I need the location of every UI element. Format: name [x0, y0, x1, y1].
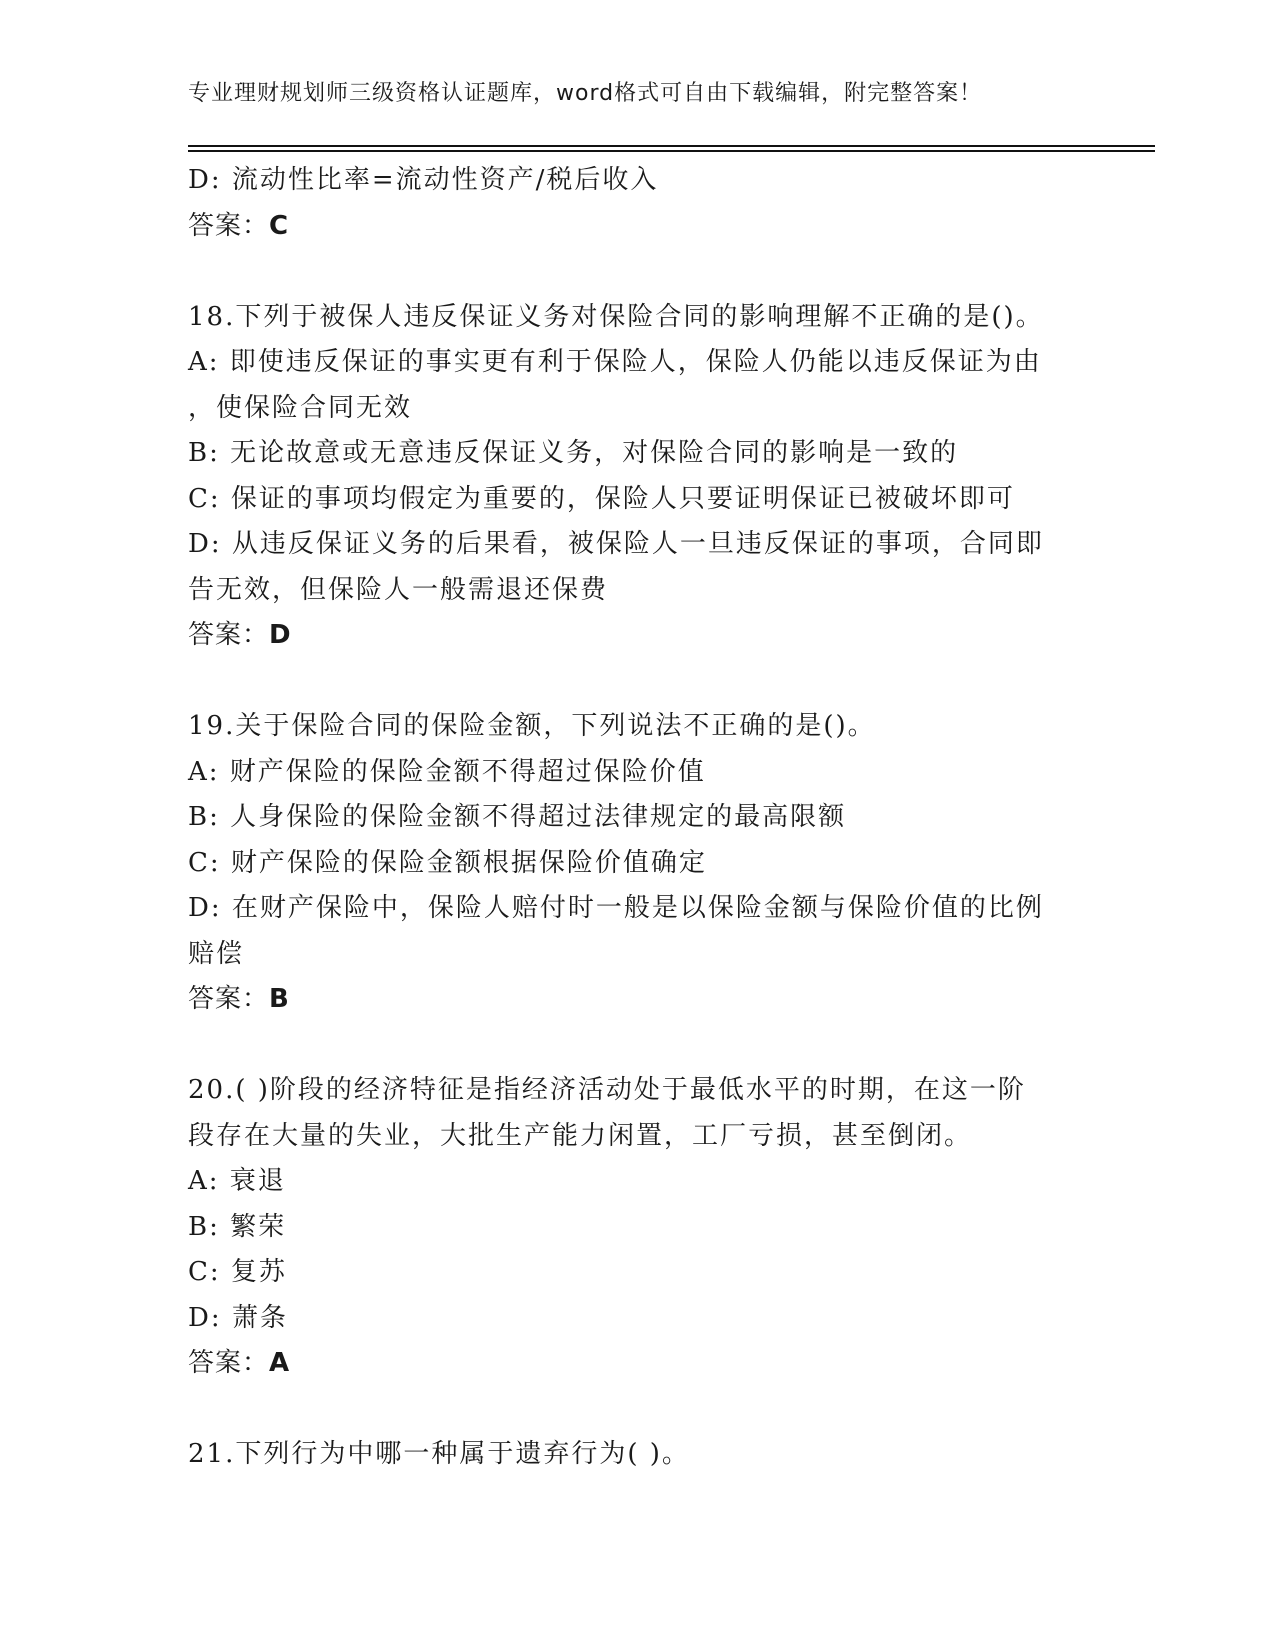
answer-label: 答案： [188, 210, 270, 241]
q19-option-c: C: 财产保险的保险金额根据保险价值确定 [188, 847, 707, 878]
header-rule-bottom [188, 150, 1155, 152]
q18-answer [188, 613, 1088, 659]
question-content [188, 158, 1088, 1478]
q19-option-d-cont: 赔偿 [188, 938, 245, 969]
q20-stem: 20.( )阶段的经济特征是指经济活动处于最低水平的时期，在这一阶 [188, 1075, 1026, 1105]
answer-label: 答案： [188, 1348, 270, 1378]
q18-stem: 18.下列于被保人违反保证义务对保险合同的影响理解不正确的是()。 [188, 301, 1044, 332]
q19-option-a: A: 财产保险的保险金额不得超过保险价值 [188, 756, 706, 787]
answer-value: A [269, 1348, 291, 1378]
q19-option-b: B: 人身保险的保险金额不得超过法律规定的最高限额 [188, 802, 847, 832]
answer-value: D [269, 620, 292, 650]
q20-option-c: C: 复苏 [188, 1257, 287, 1287]
q18-option-a-cont: ，使保险合同无效 [188, 392, 413, 423]
q19-option-d: D: 在财产保险中，保险人赔付时一般是以保险金额与保险价值的比例 [188, 893, 1044, 923]
q21-stem: 21.下列行为中哪一种属于遗弃行为( )。 [188, 1439, 690, 1469]
prev-answer [188, 204, 1088, 250]
q20-stem-cont: 段存在大量的失业，大批生产能力闲置，工厂亏损，甚至倒闭。 [188, 1120, 973, 1151]
q19-answer [188, 977, 1088, 1023]
q18-option-d-cont: 告无效，但保险人一般需退还保费 [188, 574, 609, 605]
q20-option-d: D: 萧条 [188, 1302, 288, 1333]
answer-value: C [269, 210, 290, 241]
q20-answer [188, 1341, 1088, 1387]
q18-option-a: A: 即使违反保证的事实更有利于保险人，保险人仍能以违反保证为由 [188, 347, 1042, 377]
q18-option-d: D: 从违反保证义务的后果看，被保险人一旦违反保证的事项，合同即 [188, 529, 1044, 559]
answer-value: B [269, 984, 290, 1014]
q18-option-b: B: 无论故意或无意违反保证义务，对保险合同的影响是一致的 [188, 438, 959, 468]
q20-option-a: A: 衰退 [188, 1166, 286, 1196]
answer-label: 答案： [188, 984, 270, 1014]
answer-label: 答案： [188, 620, 270, 650]
q20-option-b: B: 繁荣 [188, 1211, 287, 1242]
q18-option-c: C: 保证的事项均假定为重要的，保险人只要证明保证已被破坏即可 [188, 483, 1015, 514]
header-rule-top [188, 145, 1155, 147]
prev-option-d: D: 流动性比率=流动性资产/税后收入 [188, 165, 659, 195]
q19-stem: 19.关于保险合同的保险金额，下列说法不正确的是()。 [188, 711, 876, 741]
page-header: 专业理财规划师三级资格认证题库，word格式可自由下载编辑，附完整答案！ [188, 81, 983, 106]
